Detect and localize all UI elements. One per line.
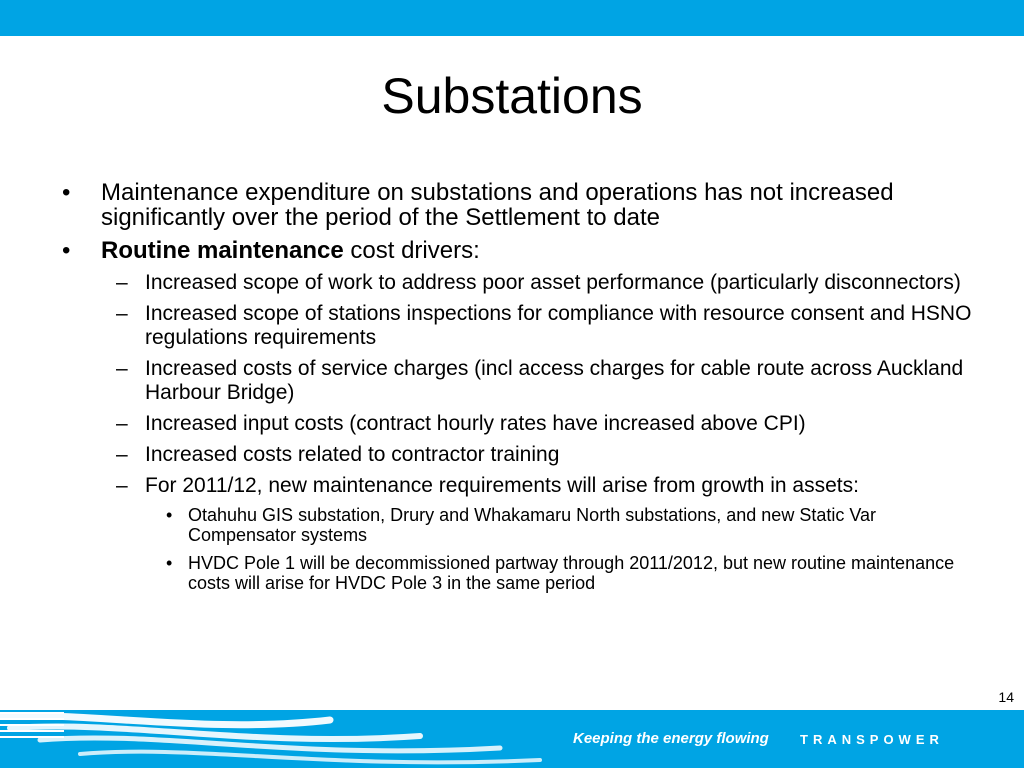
bullet-maintenance-expenditure: [52, 180, 982, 230]
sub-sub-bullet-hvdc: [52, 553, 982, 593]
footer-bar: [0, 710, 1024, 768]
sub-bullet-text: Increased costs of service charges (incl access charges for cable route across Auckland Harbour Bridge): [145, 357, 964, 404]
bullet-routine-maintenance: [52, 238, 982, 263]
bullet-marker: •: [166, 553, 173, 573]
bullet-text: Maintenance expenditure on substations and operations has not increased significantly over the period of the Settlement to date: [101, 179, 894, 231]
sub-bullet-text: Increased costs related to contractor training: [145, 443, 560, 466]
sub-sub-bullet-text: Otahuhu GIS substation, Drury and Whakamaru North substations, and new Static Var Compensator systems: [188, 505, 877, 545]
bullet-text: cost drivers:: [343, 237, 480, 264]
sub-bullet-contractor-training: [52, 443, 982, 467]
sub-bullet-inspections: [52, 302, 982, 350]
page-number: 14: [998, 689, 1014, 705]
dash-marker: –: [116, 443, 128, 466]
sub-bullet-text: Increased input costs (contract hourly rates have increased above CPI): [145, 412, 806, 435]
footer-tagline: Keeping the energy flowing: [573, 730, 769, 747]
sub-bullet-service-charges: [52, 357, 982, 405]
bullet-marker: •: [62, 237, 71, 264]
sub-bullet-text: Increased scope of work to address poor asset performance (particularly disconnectors): [145, 271, 961, 294]
dash-marker: –: [116, 412, 128, 435]
dash-marker: –: [116, 271, 128, 294]
dash-marker: –: [116, 302, 128, 325]
dash-marker: –: [116, 474, 128, 497]
sub-bullet-text: For 2011/12, new maintenance requirements will arise from growth in assets:: [145, 474, 859, 497]
sub-bullet-scope-of-work: [52, 271, 982, 295]
top-accent-bar: [0, 0, 1024, 36]
slide-title: Substations: [381, 68, 643, 124]
bullet-marker: •: [62, 179, 71, 206]
bullet-bold-text: Routine maintenance: [101, 237, 344, 264]
sub-bullet-growth-in-assets: [52, 474, 982, 498]
sub-bullet-input-costs: [52, 412, 982, 436]
transpower-lines-logo-icon: [0, 710, 64, 740]
sub-sub-bullet-otahuhu: [52, 505, 982, 545]
slide-body: [52, 180, 982, 601]
dash-marker: –: [116, 357, 128, 380]
sub-sub-bullet-text: HVDC Pole 1 will be decommissioned partway through 2011/2012, but new routine maintenance costs will arise for HVDC Pole 3 in the same period: [188, 553, 955, 593]
bullet-marker: •: [166, 505, 173, 525]
footer-wave-decoration: [0, 710, 560, 768]
transpower-wordmark: TRANSPOWER: [800, 732, 944, 747]
sub-bullet-text: Increased scope of stations inspections for compliance with resource consent and HSNO regulations requirements: [145, 302, 972, 349]
